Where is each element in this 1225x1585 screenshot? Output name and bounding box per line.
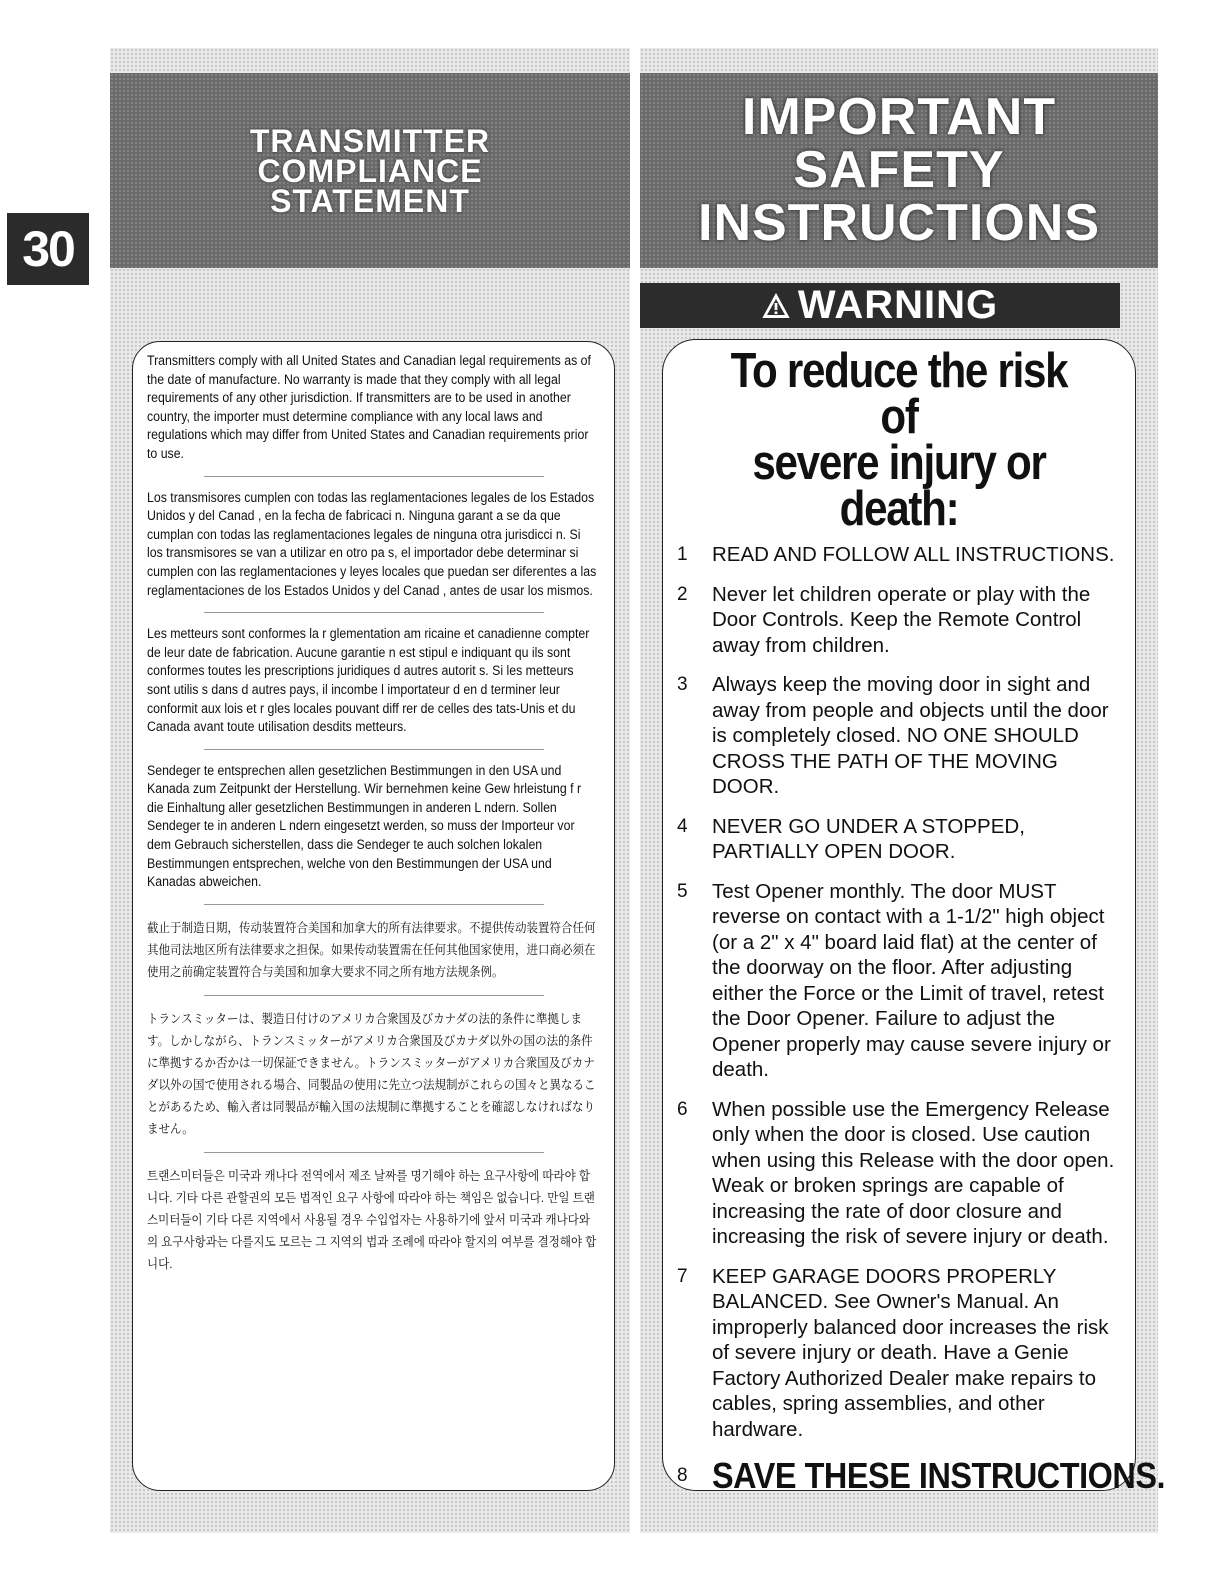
instruction-item: [677, 672, 1121, 800]
compliance-chinese: 截止于制造日期，传动装置符合美国和加拿大的所有法律要求。不提供传动装置符合任何其他司法地区所有法律要求之担保。如果传动装置需在任何其他国家使用，进口商必须在使用之前确定装置符合与美国和加拿大要求不同之所有地方法规条例。: [147, 920, 596, 979]
instruction-item: [677, 814, 1121, 865]
instruction-item: [677, 582, 1121, 659]
instruction-number: 5: [677, 880, 688, 902]
instruction-number: 2: [677, 583, 688, 605]
instruction-number: 8: [677, 1465, 688, 1487]
safety-instructions-column: [640, 48, 1166, 1533]
compliance-statement-box: [132, 341, 615, 1491]
banner-title-line: INSTRUCTIONS: [698, 194, 1100, 252]
instruction-text: Test Opener monthly. The door MUST reverse on contact with a 1-1/2" high object (or a 2" x 4" board laid flat) at the center of the doorway on the floor. After adjusting either the Force or the Limit of travel, retest the Door Opener. Failure to adjust the Opener properly may cause severe injury or death.: [712, 879, 1111, 1081]
instruction-number: 3: [677, 674, 688, 695]
instruction-item: [677, 1264, 1121, 1443]
safety-instructions-title: [698, 88, 1100, 252]
instruction-text: KEEP GARAGE DOORS PROPERLY BALANCED. See Owner's Manual. An improperly balanced door increases the risk of severe injury or death. Have a Genie Factory Authorized Dealer make repairs to cables, spring assemblies, and other hardware.: [712, 1264, 1109, 1441]
banner-title-line: STATEMENT: [270, 182, 470, 219]
compliance-spanish: Los transmisores cumplen con todas las reglamentaciones legales de los Estados Unidos y del Canad , en la fecha de fabricaci n. Ninguna garant a se da que cumplan con todas las reglamentaciones legales de ninguna otra jurisdicci n. Si los transmisores se van a utilizar en otro pa s, el importador debe determinar si cumplen con las reglamentaciones y leyes locales que puedan ser diferentes a las reglamentaciones de los Estados Unidos y del Canad , antes de usar los mismos.: [147, 489, 597, 598]
page-number: 30: [7, 213, 89, 285]
safety-instructions-box: [662, 339, 1166, 1496]
transmitter-compliance-column: [110, 48, 630, 1533]
transmitter-compliance-title: [249, 122, 491, 219]
compliance-english: Transmitters comply with all United States and Canadian legal requirements as of the date of manufacture. No warranty is made that they comply with all legal requirements of any other jurisdiction. If transmitters are to be used in another country, the importer must determine compliance with any local laws and regulations which may differ from United States and Canadian requirements prior to use.: [147, 353, 591, 461]
banner-title-line: IMPORTANT: [741, 88, 1057, 146]
divider: [204, 749, 544, 750]
instruction-text: Always keep the moving door in sight and away from people and objects until the door is completely closed. NO ONE SHOULD CROSS THE PATH OF THE MOVING DOOR.: [712, 673, 1109, 798]
instruction-number: 1: [677, 544, 688, 565]
instruction-list: [677, 542, 1166, 1496]
banner-title-line: TRANSMITTER: [249, 122, 491, 159]
compliance-japanese: トランスミッターは、製造日付けのアメリカ合衆国及びカナダの法的条件に準拠します。しかしながら、トランスミッターがアメリカ合衆国及びカナダ以外の国の法的条件に準拠するか否かは一切保証できません。トランスミッターがアメリカ合衆国及びカナダ以外の国で使用される場合、同製品の使用に先立つ法規制がこれらの国々と異なることがあるため、輸入者は同製品が輸入国の法規制に準拠することを確認しなければなりません。: [147, 1011, 596, 1136]
headline-line: To reduce the risk of: [730, 344, 1068, 444]
divider: [204, 1152, 544, 1153]
instruction-number: 7: [677, 1265, 688, 1287]
divider: [204, 476, 544, 477]
warning-bar: [640, 283, 1120, 328]
banner-title-line: COMPLIANCE: [257, 152, 483, 189]
instruction-text: READ AND FOLLOW ALL INSTRUCTIONS.: [712, 543, 1115, 566]
instruction-item: [677, 542, 1121, 568]
instruction-number: 6: [677, 1098, 688, 1120]
banner-title-line: SAFETY: [793, 141, 1005, 199]
compliance-german: Sendeger te entsprechen allen gesetzlichen Bestimmungen in den USA und Kanada zum Zeitpunkt der Herstellung. Wir bernehmen keine Gew hrleistung f r die Einhaltung aller gesetzlichen Bestimmungen in anderen L ndern. Sollen Sendeger te in anderen L ndern eingesetzt werden, so muss der Importeur vor dem Gebrauch sicherstellen, dass die Sendeger te auch solchen lokalen Bestimmungen entsprechen, welche von den Bestimmungen der USA und Kanadas abweichen.: [147, 762, 582, 890]
compliance-french: Les metteurs sont conformes la r glementation am ricaine et canadienne compter de leur date de fabrication. Aucune garantie n est stipul e indiquant qu ils sont conformes toutes les prescriptions juridiques d autres autorit s. Si les metteurs sont utilis s dans d autres pays, il incombe l importateur d en d terminer leur conformit aux lois et r gles locales pouvant diff rer de celles des tats-Unis et du Canada avant toute utilisation desdits metteurs.: [147, 626, 590, 735]
safety-instructions-banner: [640, 73, 1158, 268]
warning-triangle-icon: [762, 293, 790, 319]
instruction-text: Never let children operate or play with the Door Controls. Keep the Remote Control away from children.: [712, 582, 1091, 657]
headline-line: severe injury or death:: [752, 436, 1046, 536]
instruction-text: NEVER GO UNDER A STOPPED, PARTIALLY OPEN DOOR.: [712, 814, 1025, 863]
instruction-item: [677, 1097, 1121, 1250]
compliance-korean: 트랜스미터들은 미국과 캐나다 전역에서 제조 날짜를 명기해야 하는 요구사항에 따라야 합니다. 기타 다른 관할권의 모든 법적인 요구 사항에 따라야 하는 책임은 없습니다. 만일 트랜스미터들이 기타 다른 지역에서 사용될 경우 수입업자는 사용하기에 앞서 미국과 캐나다와의 요구사항과는 다를지도 모르는 그 지역의 법과 조례에 따라야 할지의 여부를 결정해야 합니다.: [147, 1168, 597, 1271]
divider: [204, 904, 544, 905]
warning-label: WARNING: [797, 283, 999, 327]
risk-headline: [708, 344, 1090, 536]
transmitter-compliance-banner: [110, 73, 630, 268]
divider: [204, 995, 544, 996]
divider: [204, 612, 544, 613]
instruction-item: [677, 879, 1121, 1083]
save-instructions-text: SAVE THESE INSTRUCTIONS.: [712, 1455, 1166, 1496]
instruction-number: 4: [677, 815, 688, 837]
instruction-text: When possible use the Emergency Release only when the door is closed. Use caution when using this Release with the door open. Weak or broken springs are capable of increasing the rate of door closure and increasing the risk of severe injury or death.: [712, 1097, 1115, 1248]
instruction-item: [677, 1455, 1166, 1496]
